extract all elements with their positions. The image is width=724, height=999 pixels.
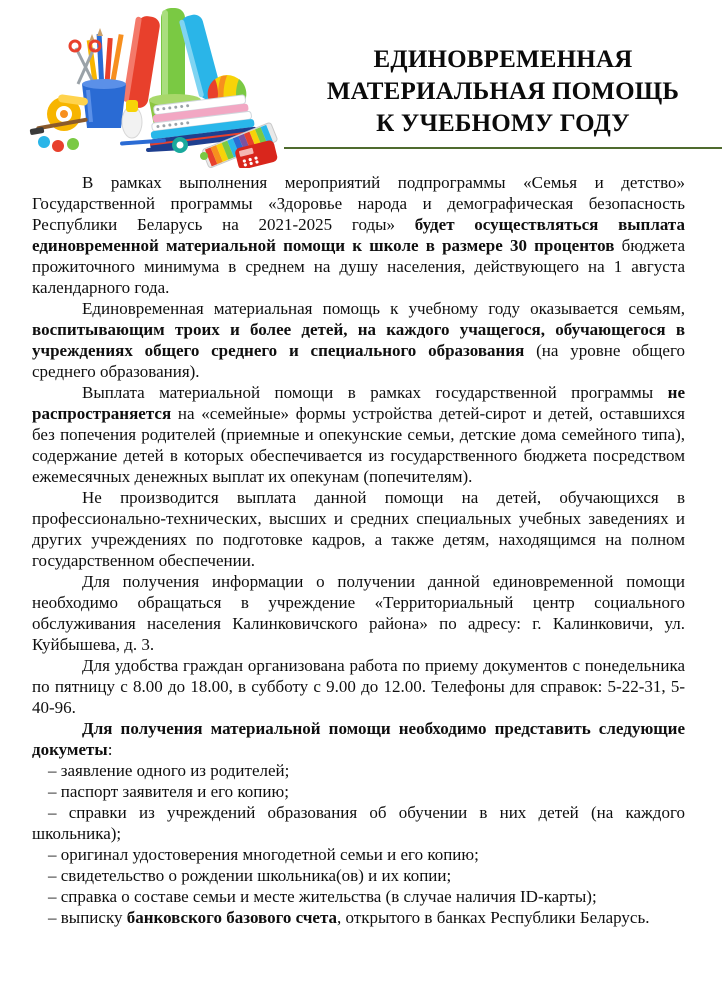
list-item-family-id: – оригинал удостоверения многодетной семьи и его копию; (48, 845, 479, 864)
school-supplies-illustration (28, 4, 280, 168)
paragraph-documents-intro: Для получения материальной помощи необходимо представить следующие докуметы: (32, 719, 685, 759)
page-title-line-1: ЕДИНОВРЕМЕННАЯ (373, 46, 633, 73)
paragraph-not-applicable: Выплата материальной помощи в рамках государственной программы не распространяется на «семейные» формы устройства детей-сирот и детей, оставшихся без попечения родителей (приемные и опекунские семьи, детские дома семейного типа), содержание детей в которых обеспечивается из государственного бюджета посредством ежемесячных денежных выплат их опекунам (попечителям). (32, 383, 685, 486)
list-item-birth-certificate: – свидетельство о рождении школьника(ов) и их копии; (48, 866, 452, 885)
paragraph-working-hours: Для удобства граждан организована работа по приему документов с понедельника по пятницу с 8.00 до 18.00, в субботу с 9.00 до 12.00. Телефоны для справок: 5-22-31, 5-40-96. (32, 656, 685, 717)
paragraph-eligibility: Единовременная материальная помощь к учебному году оказывается семьям, воспитывающим троих и более детей, на каждого учащегося, обучающегося в учреждениях общего среднего и специального образования (на уровне общего среднего образования). (32, 299, 685, 381)
list-item-bank-account: – выписку банковского базового счета, открытого в банках Республики Беларусь. (48, 908, 650, 927)
page-title-line-2: МАТЕРИАЛЬНАЯ ПОМОЩЬ (326, 78, 680, 105)
paragraph-exclusions: Не производится выплата данной помощи на детей, обучающихся в профессионально-технических, высших и средних специальных учебных заведениях и других учреждениях по подготовке кадров, а также детям, находящимся на полном государственном обеспечении. (32, 488, 685, 570)
page-title-line-3: К УЧЕБНОМУ ГОДУ (376, 110, 630, 137)
paragraph-program: В рамках выполнения мероприятий подпрограммы «Семья и детство» Государственной программы «Здоровье народа и демографическая безопасность Республики Беларусь на 2021-2025 годы» будет осуществляться выплата единовременной материальной помощи к школе в размере 30 процентов бюджета прожиточного минимума в среднем на душу населения, действующего на 1 августа календарного года. (32, 173, 685, 297)
list-item-passport: – паспорт заявителя и его копию; (48, 782, 289, 801)
list-item-school-certificates: – справки из учреждений образования об обучении в них детей (на каждого школьника); (32, 803, 685, 843)
document-body (32, 172, 685, 928)
list-item-family-composition: – справка о составе семьи и месте жительства (в случае наличия ID-карты); (48, 887, 597, 906)
title-underline (284, 44, 722, 149)
list-item-application: – заявление одного из родителей; (48, 761, 290, 780)
paragraph-contact-address: Для получения информации о получении данной единовременной помощи необходимо обращаться в учреждение «Территориальный центр социального обслуживания населения Калинковичского района» по адресу: г. Калинковичи, ул. Куйбышева, д. 3. (32, 572, 685, 654)
school-supplies-image (28, 4, 280, 168)
